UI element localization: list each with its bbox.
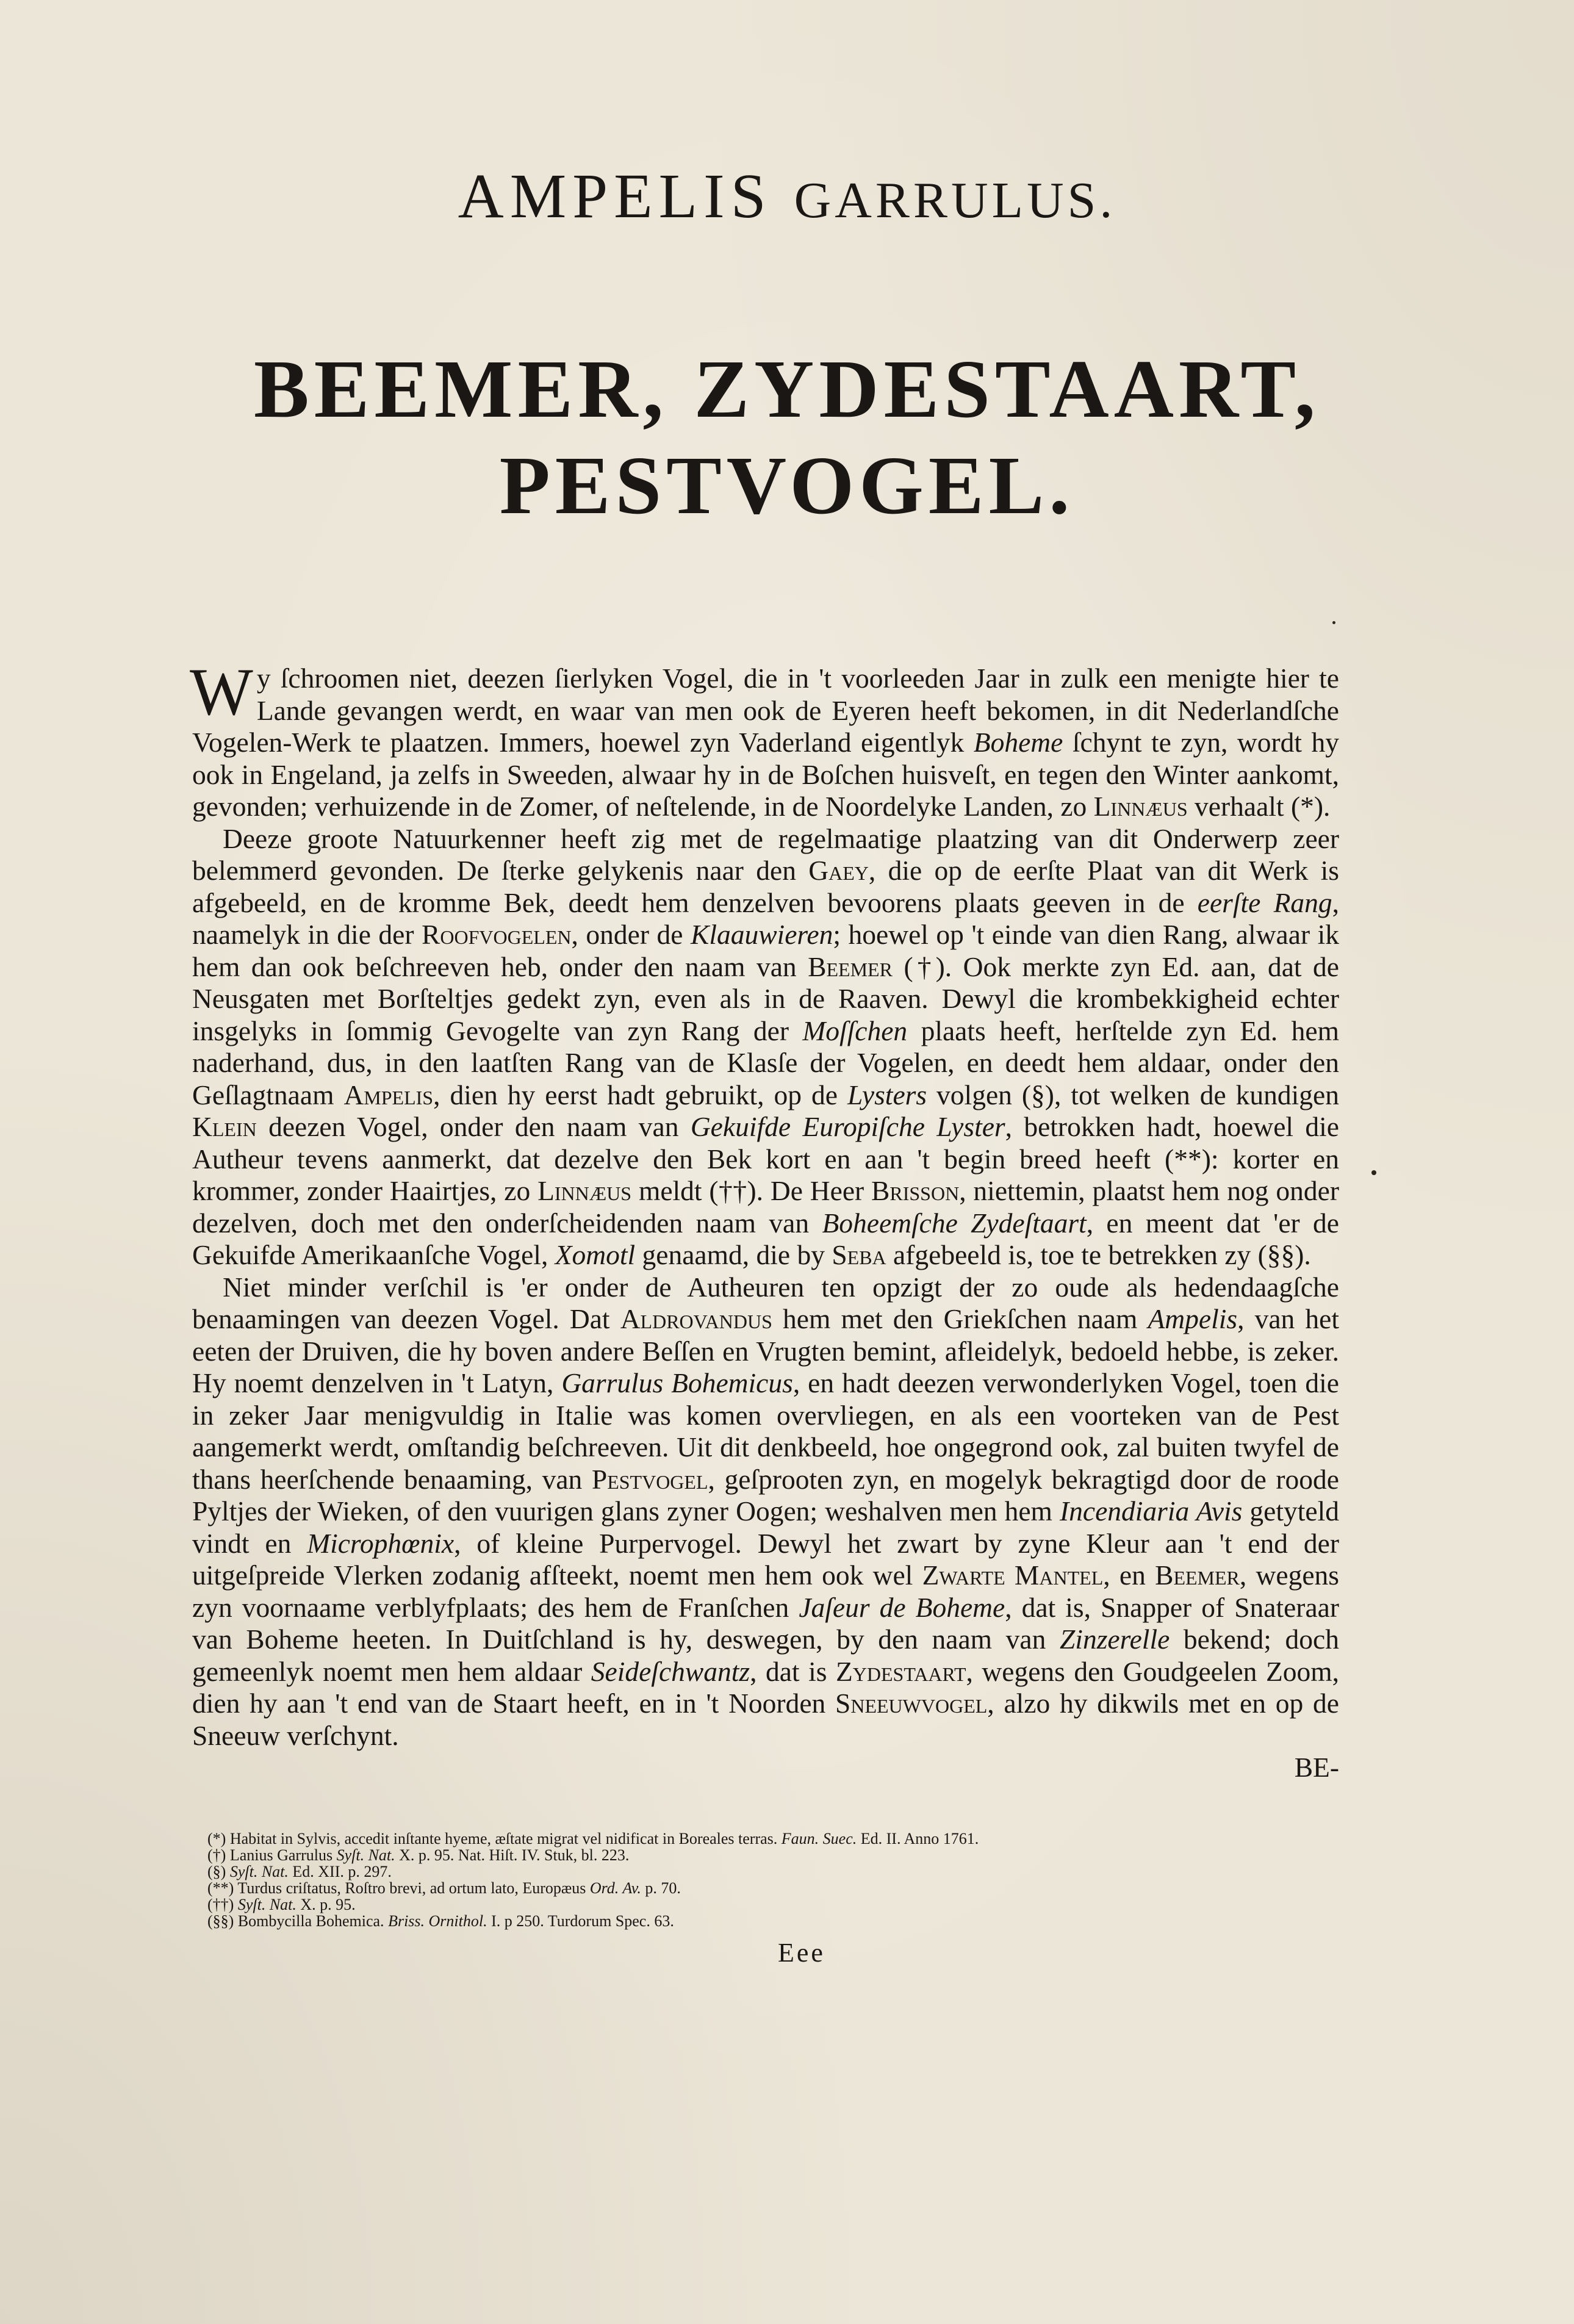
text-run: , en	[1103, 1560, 1155, 1591]
common-name-line-1: BEEMER, ZYDESTAART,	[253, 344, 1320, 435]
text-run: , of kleine Purpervogel. Dewyl het zwart by zyne Kleur aan 't end der uitgeſpreide Vlerken zodanig afſteekt, noemt men hem ook wel	[192, 1527, 1339, 1591]
footnote	[207, 1896, 1245, 1913]
ink-speck	[1371, 1170, 1376, 1175]
footnote-text: Ed. XII. p. 297.	[288, 1863, 392, 1880]
text-run: ſchynt te zyn, wordt hy ook in Engeland, ja zelfs in Sweeden, alwaar hy in de Boſchen huisveſt, en tegen den Winter aankomt, gevonden; verhuizende in de Zomer, of neſtelende, in de Noordelyke Landen, zo	[192, 727, 1340, 822]
footnote	[207, 1847, 1245, 1863]
footnote-italic: Faun. Suec.	[781, 1830, 857, 1847]
text-run: , wegens zyn voornaame verblyfplaats; des hem de Franſchen	[192, 1560, 1339, 1623]
latin-species: GARRULUS.	[794, 172, 1116, 229]
footnote-italic: Ord. Av.	[589, 1879, 641, 1897]
footnote-text: p. 70.	[641, 1879, 681, 1897]
footnotes	[207, 1830, 1245, 1929]
footnote-text: X. p. 95.	[296, 1896, 356, 1913]
italic-term: Microphœnix	[307, 1527, 455, 1559]
author-name: Linnæus	[537, 1175, 632, 1206]
text-run: verhaalt (*).	[1187, 791, 1331, 822]
text-run: bekend; doch gemeenlyk noemt men hem aldaar	[192, 1624, 1340, 1687]
text-run: , dien hy eerst hadt gebruikt, op de	[433, 1079, 847, 1110]
smallcaps-term: Beemer	[808, 951, 893, 982]
text-run: , van het eeten der Druiven, die hy boven andere Beſſen en Vrugten bemint, afleidelyk, bedoeld hebbe, is zeker. Hy noemt denzelven in 't Latyn,	[192, 1303, 1339, 1398]
italic-term: Zinzerelle	[1060, 1624, 1170, 1655]
text-run: , en hadt deezen verwonderlyken Vogel, toen die in zeker Jaar menigvuldig in Italie was komen overvliegen, en als een voorteken van de Pest aangemerkt werdt, omſtandig beſchreeven. Uit dit denkbeeld, hoe ongegrond ook, zal buiten twyfel de thans heerſchende benaaming, van	[192, 1367, 1339, 1495]
smallcaps-term: Gaey	[808, 855, 869, 886]
text-run: (†). Ook merkte zyn Ed. aan, dat de Neusgaten met Borſteltjes gedekt zyn, even als in de Raaven. Dewyl die krombekkigheid echter insgelyks in ſommig Gevogelte van zyn Rang der	[192, 951, 1339, 1046]
text-run: ; hoewel op 't einde van dien Rang, alwaar ik hem dan ook beſchreeven heb, onder den naam van	[192, 919, 1340, 982]
author-name: Brisson	[871, 1175, 960, 1206]
author-name: Seba	[832, 1239, 886, 1270]
smallcaps-term: Beemer	[1155, 1560, 1240, 1591]
footnote-text: Turdus criſtatus, Roſtro brevi, ad ortum lato, Europæus	[237, 1879, 590, 1897]
italic-term: Seideſchwantz	[591, 1655, 750, 1687]
text-run: , naamelyk in die der	[192, 887, 1339, 950]
text-run: meldt (††). De Heer	[631, 1175, 872, 1206]
footnote-italic: Syſt. Nat.	[229, 1863, 289, 1880]
catchword: BE-	[1294, 1752, 1339, 1783]
italic-term: Lysters	[847, 1079, 927, 1110]
text-run: getyteld vindt en	[192, 1495, 1339, 1559]
text-run: , niettemin, plaatst hem nog onder dezelven, doch met den onderſcheidenden naam van	[192, 1175, 1339, 1239]
body-text	[190, 655, 1340, 1784]
footnote-text: Bombycilla Bohemica.	[237, 1912, 389, 1930]
smallcaps-term: Ampelis	[343, 1079, 434, 1110]
footnote-text: Ed. II. Anno 1761.	[857, 1830, 979, 1847]
footnote	[207, 1863, 1245, 1880]
smallcaps-term: Roofvogelen	[422, 919, 572, 950]
footnote	[207, 1880, 1245, 1896]
footnote-italic: Syſt. Nat.	[237, 1896, 296, 1913]
author-name: Aldrovandus	[620, 1303, 772, 1334]
italic-term: Boheme	[973, 727, 1063, 758]
italic-term: Jaſeur de Boheme	[799, 1591, 1005, 1623]
text-run: , betrokken hadt, hoewel die Autheur tevens aanmerkt, dat dezelve den Bek kort en aan 't begin breed heeft (**): korter en krommer, zonder Haairtjes, zo	[192, 1111, 1340, 1206]
smallcaps-term: Zydestaart	[835, 1655, 966, 1687]
smallcaps-term: Pestvogel	[591, 1463, 708, 1495]
italic-term: Incendiaria Avis	[1060, 1495, 1243, 1527]
footnote-mark: (†)	[207, 1846, 226, 1864]
author-name: Linnæus	[1093, 791, 1188, 822]
text-run: genaamd, die by	[635, 1239, 832, 1270]
footnote-mark: (§)	[207, 1863, 226, 1880]
text-run: , die op de eerſte Plaat van dit Werk is afgebeeld, en de kromme Bek, deedt hem denzelven bevoorens plaats geeven in de	[192, 855, 1339, 918]
footnote-text: Lanius Garrulus	[229, 1846, 337, 1864]
italic-term: Moſſchen	[802, 1015, 908, 1046]
footnote	[207, 1913, 1245, 1929]
drop-cap: W	[190, 655, 253, 729]
text-run: Niet minder verſchil is 'er onder de Autheuren ten opzigt der zo oude als hedendaagſche benaamingen van deezen Vogel. Dat	[192, 1271, 1339, 1334]
italic-term: Boheemſche Zydeſtaart	[822, 1207, 1087, 1239]
italic-term: Gekuifde Europiſche Lyster	[690, 1111, 1005, 1142]
text-run: , onder de	[571, 919, 691, 950]
italic-term: Ampelis	[1148, 1303, 1238, 1334]
text-run: afgebeeld is, toe te betrekken zy (§§).	[886, 1239, 1311, 1270]
ink-speck	[1332, 621, 1335, 624]
paragraph-1	[190, 655, 1340, 823]
text-run: volgen (§), tot welken de kundigen	[927, 1079, 1339, 1110]
common-name-line-2: PESTVOGEL.	[499, 440, 1075, 531]
text-run: deezen Vogel, onder den naam van	[256, 1111, 691, 1142]
smallcaps-term: Zwarte Mantel	[922, 1560, 1104, 1591]
text-run: , dat is	[750, 1655, 836, 1687]
latin-title	[0, 160, 1574, 232]
footnote-italic: Syſt. Nat.	[336, 1846, 395, 1864]
smallcaps-term: Sneeuwvogel	[835, 1688, 988, 1719]
text-run: , geſprooten zyn, en mogelyk bekragtigd door de roode Pyltjes der Wieken, of den vuurigen glans zyner Oogen; weshalven men hem	[192, 1463, 1339, 1527]
paragraph-2	[192, 823, 1339, 1272]
italic-term: Garrulus Bohemicus	[561, 1367, 793, 1398]
text-run: Deeze groote Natuurkenner heeft zig met de regelmaatige plaatzing van dit Onderwerp zeer belemmerd gevonden. De ſterke gelykenis naar den	[192, 822, 1339, 886]
italic-term: eerſte Rang	[1197, 887, 1332, 918]
footnote-mark: (§§)	[207, 1912, 234, 1930]
footnote-mark: (*)	[207, 1830, 226, 1847]
text-run: , en meent dat 'er de Gekuifde Amerikaanſche Vogel,	[192, 1207, 1339, 1270]
footnote-text: X. p. 95. Nat. Hiſt. IV. Stuk, bl. 223.	[395, 1846, 630, 1864]
text-run: plaats heeft, herſtelde zyn Ed. hem naderhand, dus, in den laatſten Rang van de Klasſe der Vogelen, en deedt hem aldaar, onder den Geſlagtnaam	[192, 1015, 1339, 1110]
footnote-mark: (††)	[207, 1896, 234, 1913]
italic-term: Xomotl	[555, 1239, 636, 1270]
text-run: y ſchroomen niet, deezen ſierlyken Vogel, die in 't voorleeden Jaar in zulk een menigte hier te Lande gevangen werdt, en waar van men ook de Eyeren heeft bekomen, in dit Nederlandſche Vogelen-Werk te plaatzen. Immers, hoewel zyn Vaderland eigentlyk	[192, 663, 1339, 758]
latin-genus: AMPELIS	[458, 161, 772, 231]
footnote-text: I. p 250. Turdorum Spec. 63.	[487, 1912, 674, 1930]
footnote-italic: Briss. Ornithol.	[388, 1912, 487, 1930]
footnote-text: Habitat in Sylvis, accedit inſtante hyeme, æſtate migrat vel nidificat in Boreales terras.	[229, 1830, 782, 1847]
signature-mark: Eee	[778, 1938, 825, 1968]
text-run: , alzo hy dikwils met en op de Sneeuw verſchynt.	[192, 1688, 1339, 1751]
paragraph-3	[192, 1272, 1339, 1752]
author-name: Klein	[192, 1111, 257, 1142]
text-run: hem met den Griekſchen naam	[772, 1303, 1148, 1334]
text-run: , wegens den Goudgeelen Zoom, dien hy aan 't end van de Staart heeft, en in 't Noorden	[192, 1655, 1340, 1719]
footnote-mark: (**)	[207, 1879, 234, 1897]
italic-term: Klaauwieren	[690, 919, 833, 950]
footnote	[207, 1830, 1245, 1847]
text-run: , dat is, Snapper of Snateraar van Boheme heeten. In Duitſchland is hy, deswegen, by den naam van	[192, 1591, 1339, 1655]
